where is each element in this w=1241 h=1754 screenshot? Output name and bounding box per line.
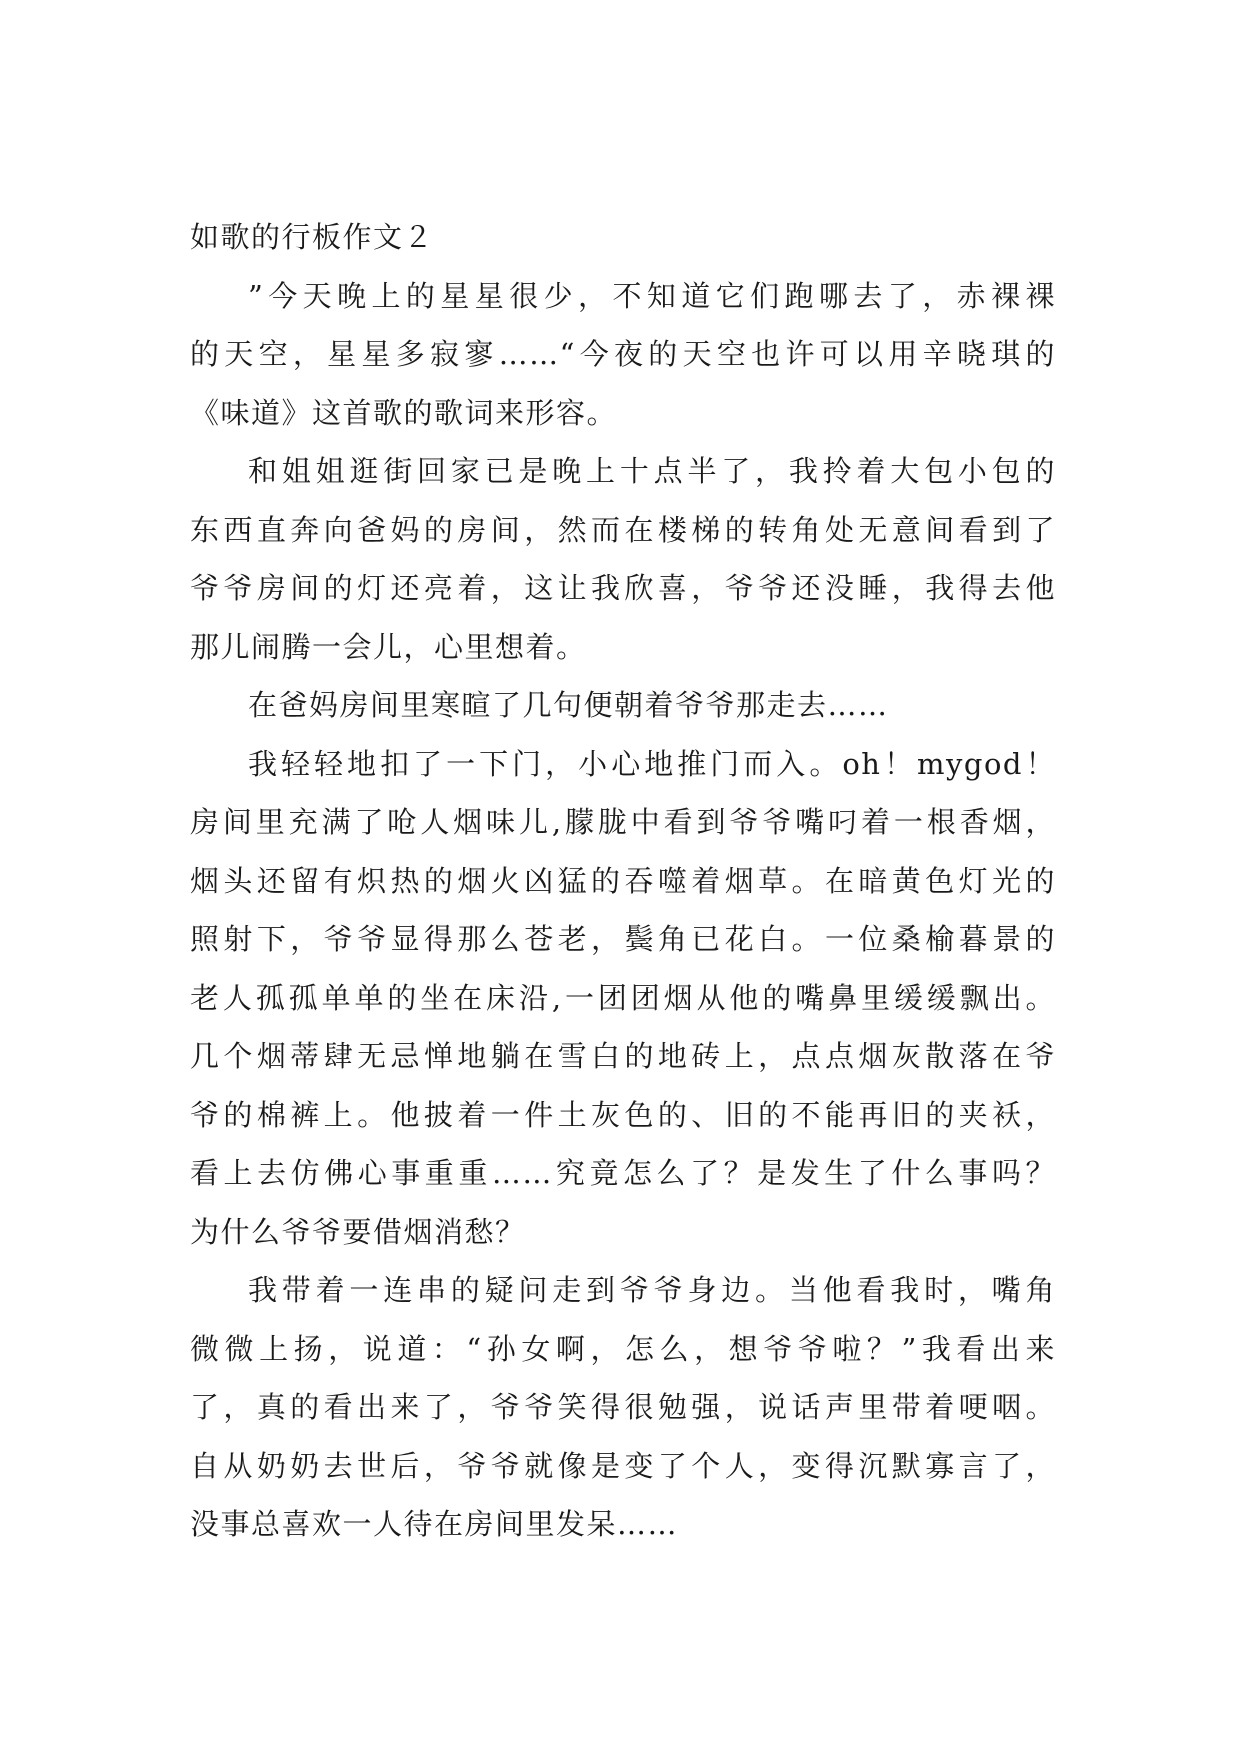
text-line: 老人孤孤单单的坐在床沿,一团团烟从他的嘴鼻里缓缓飘出。 — [190, 980, 1056, 1015]
text-line: 那儿闹腾一会儿，心里想着。 — [190, 629, 587, 664]
text-line: 在爸妈房间里寒暄了几句便朝着爷爷那走去…… — [248, 688, 889, 722]
text-line: 东西直奔向爸妈的房间，然而在楼梯的转角处无意间看到了 — [190, 512, 1056, 547]
text-line: 没事总喜欢一人待在房间里发呆…… — [190, 1507, 679, 1541]
paragraph — [190, 442, 1056, 676]
text-line: 和姐姐逛街回家已是晚上十点半了，我拎着大包小包的 — [248, 454, 1056, 488]
text-line: 看上去仿佛心事重重……究竟怎么了？是发生了什么事吗？ — [190, 1156, 1056, 1190]
text-line: 《味道》这首歌的歌词来形容。 — [190, 395, 618, 430]
document-body — [190, 208, 1056, 1554]
document-title: 如歌的行板作文２ — [190, 220, 435, 254]
text-line: 照射下，爷爷显得那么苍老，鬓角已花白。一位桑榆暮景的 — [190, 922, 1056, 956]
text-line: 爷的棉裤上。他披着一件土灰色的、旧的不能再旧的夹袄， — [190, 1097, 1056, 1132]
paragraph — [190, 267, 1056, 443]
paragraph — [190, 676, 1056, 735]
text-line: 爷爷房间的灯还亮着，这让我欣喜，爷爷还没睡，我得去他 — [190, 571, 1056, 605]
paragraph — [190, 1261, 1056, 1554]
text-line: 烟头还留有炽热的烟火凶猛的吞噬着烟草。在暗黄色灯光的 — [190, 863, 1056, 898]
text-line: ”今天晚上的星星很少，不知道它们跑哪去了，赤裸裸 — [248, 278, 1056, 313]
text-line: 我轻轻地扣了一下门，小心地推门而入。oh！mygod！ — [248, 746, 1056, 781]
text-line: 为什么爷爷要借烟消愁？ — [190, 1214, 526, 1249]
text-line: 了，真的看出来了，爷爷笑得很勉强，说话声里带着哽咽。 — [190, 1390, 1056, 1424]
text-line: 房间里充满了呛人烟味儿,朦胧中看到爷爷嘴叼着一根香烟， — [190, 805, 1056, 839]
paragraph — [190, 735, 1056, 1262]
text-line: 几个烟蒂肆无忌惮地躺在雪白的地砖上，点点烟灰散落在爷 — [190, 1039, 1056, 1073]
text-line: 我带着一连串的疑问走到爷爷身边。当他看我时，嘴角 — [248, 1273, 1056, 1307]
text-line: 微微上扬，说道：“孙女啊，怎么，想爷爷啦？”我看出来 — [190, 1331, 1056, 1366]
text-line: 的天空，星星多寂寥……“今夜的天空也许可以用辛晓琪的 — [190, 337, 1056, 371]
text-line: 自从奶奶去世后，爷爷就像是变了个人，变得沉默寡言了， — [190, 1448, 1056, 1483]
